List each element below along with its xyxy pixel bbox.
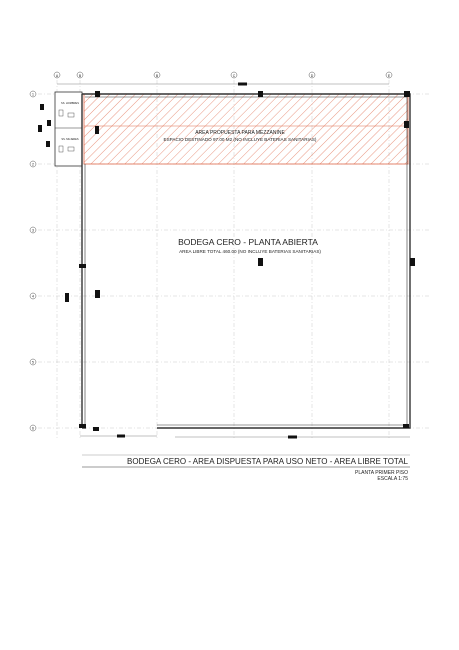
main-area-subtitle: AREA LIBRE TOTAL 460.00 (NO INCLUYE BATERIAS SANITARIAS)	[179, 249, 321, 254]
grid-column-label: A	[55, 74, 59, 78]
sheet-title: BODEGA CERO - AREA DISPUESTA PARA USO NETO - AREA LIBRE TOTAL	[127, 457, 408, 466]
grid-row-label: 6	[32, 426, 34, 431]
sheet-scale: ESCALA 1:75	[377, 476, 408, 482]
restroom-label-men: SS. HOMBRES	[60, 102, 80, 105]
grid-row-3	[30, 227, 430, 233]
mezzanine-area	[84, 94, 408, 164]
sheet-level: PLANTA PRIMER PISO	[355, 470, 408, 476]
grid-row-label: 2	[32, 162, 34, 167]
grid-column-label: B	[155, 74, 159, 78]
mezzanine-subtitle: ESPACIO DESTINADO 97.00 M2 (NO INCLUYE BATERIAS SANITARIAS)	[163, 137, 317, 142]
restroom-block	[55, 92, 82, 166]
mezzanine-title: AREA PROPUESTA PARA MEZZANINE	[195, 130, 285, 136]
grid-column-label: E	[387, 74, 391, 78]
grid-column-label: C	[232, 74, 236, 78]
grid-column-label: B	[78, 74, 82, 78]
restroom-label-women: SS. MUJERES	[61, 138, 79, 141]
grid-column-label: D	[310, 74, 314, 78]
grid-row-5	[30, 359, 430, 365]
grid-row-label: 1	[32, 92, 34, 97]
top-dimension-line	[57, 83, 389, 86]
grid-row-label: 5	[32, 360, 34, 365]
bottom-dimension-line	[80, 435, 410, 439]
title-block	[82, 455, 410, 482]
main-area-title: BODEGA CERO - PLANTA ABIERTA	[178, 237, 318, 247]
grid-row-label: 3	[32, 228, 34, 233]
grid-row-label: 4	[32, 294, 34, 299]
grid-row-4	[30, 293, 430, 299]
